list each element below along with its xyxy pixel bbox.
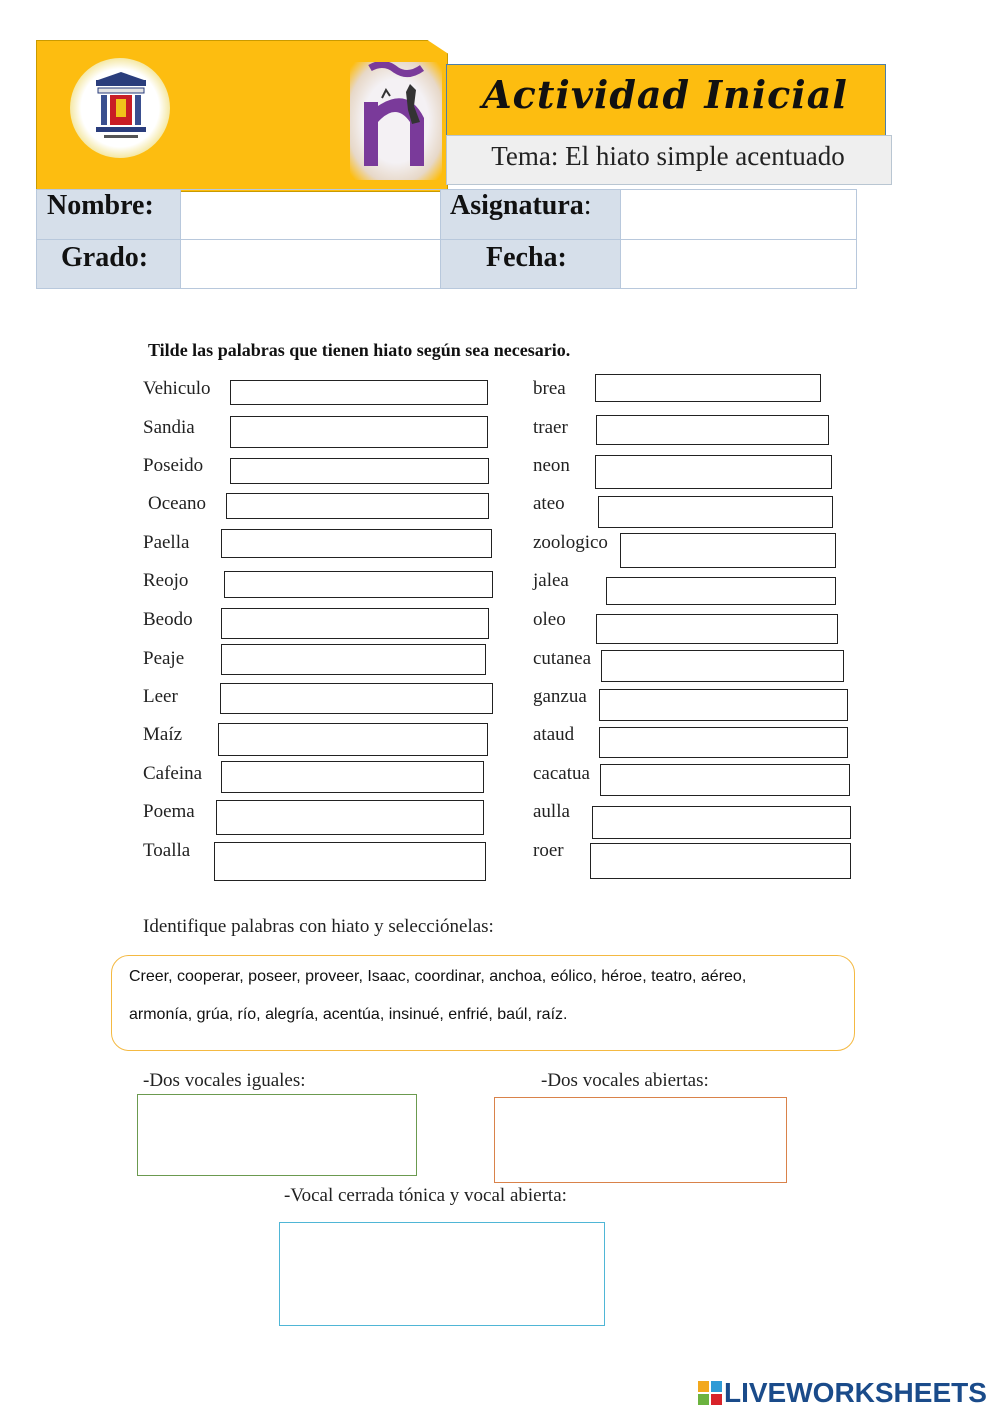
- word-left: Peaje: [143, 648, 185, 669]
- word-right: cutanea: [533, 648, 592, 669]
- cat-cerrada-label: -Vocal cerrada tónica y vocal abierta:: [284, 1185, 567, 1206]
- asignatura-label: Asignatura: [450, 190, 584, 221]
- word-left: Poseido: [143, 455, 204, 476]
- fecha-label: Fecha:: [486, 242, 567, 273]
- word-right: brea: [533, 378, 566, 399]
- answer-box-right[interactable]: [600, 764, 850, 796]
- answer-box-left[interactable]: [221, 529, 492, 558]
- answer-box-right[interactable]: [595, 455, 832, 489]
- answer-box-right[interactable]: [595, 374, 821, 402]
- grado-field[interactable]: [180, 239, 441, 289]
- word-right: jalea: [533, 570, 569, 591]
- fecha-label-cell: [440, 239, 621, 289]
- footer-brand[interactable]: LIVEWORKSHEETS: [724, 1377, 987, 1408]
- word-right: ataud: [533, 724, 575, 745]
- exercise1-instruction: Tilde las palabras que tienen hiato según sea necesario.: [148, 340, 571, 360]
- page-title: Actividad Inicial: [482, 72, 848, 117]
- cat-abiertas-label: -Dos vocales abiertas:: [541, 1070, 709, 1091]
- word-left: Paella: [143, 532, 190, 553]
- cat-iguales-label: -Dos vocales iguales:: [143, 1070, 306, 1091]
- word-left: Poema: [143, 801, 195, 822]
- fecha-field[interactable]: [620, 239, 857, 289]
- word-bank-line-2[interactable]: armonía, grúa, río, alegría, acentúa, insinué, enfrié, baúl, raíz.: [129, 1006, 568, 1023]
- answer-box-left[interactable]: [230, 416, 488, 448]
- word-left: Sandia: [143, 417, 195, 438]
- word-left: Cafeina: [143, 763, 203, 784]
- answer-box-left[interactable]: [218, 723, 488, 756]
- word-right: zoologico: [533, 532, 608, 553]
- school-building-icon: [88, 72, 154, 144]
- answer-box-right[interactable]: [598, 496, 833, 528]
- word-left: Maíz: [143, 724, 183, 745]
- word-right: cacatua: [533, 763, 590, 784]
- word-right: neon: [533, 455, 570, 476]
- nombre-label: Nombre:: [47, 190, 154, 221]
- answer-box-right[interactable]: [606, 577, 836, 605]
- answer-box-right[interactable]: [601, 650, 844, 682]
- answer-box-left[interactable]: [221, 644, 486, 675]
- word-left: Vehiculo: [143, 378, 211, 399]
- grado-label-cell: [36, 239, 181, 289]
- word-right: ganzua: [533, 686, 587, 707]
- asignatura-colon: :: [583, 190, 592, 221]
- nombre-field[interactable]: [180, 189, 441, 240]
- answer-box-left[interactable]: [216, 800, 484, 835]
- word-left: Oceano: [148, 493, 207, 514]
- word-right: ateo: [533, 493, 565, 514]
- enye-quixote-icon: [350, 62, 442, 180]
- grado-label: Grado:: [61, 242, 149, 273]
- word-right: traer: [533, 417, 568, 438]
- answer-box-left[interactable]: [221, 761, 484, 793]
- word-left: Beodo: [143, 609, 193, 630]
- answer-box-left[interactable]: [224, 571, 493, 598]
- asignatura-field[interactable]: [620, 189, 857, 240]
- word-right: oleo: [533, 609, 566, 630]
- word-left: Toalla: [143, 840, 191, 861]
- drop-box-cerrada[interactable]: [279, 1222, 605, 1326]
- word-right: aulla: [533, 801, 570, 822]
- word-left: Leer: [143, 686, 178, 707]
- answer-box-left[interactable]: [226, 493, 489, 519]
- answer-box-left[interactable]: [221, 608, 489, 639]
- word-right: roer: [533, 840, 564, 861]
- exercise2-instruction: Identifique palabras con hiato y selecciónelas:: [143, 916, 494, 937]
- word-bank-line-1[interactable]: Creer, cooperar, poseer, proveer, Isaac, coordinar, anchoa, eólico, héroe, teatro, aéreo,: [129, 968, 747, 985]
- answer-box-left[interactable]: [230, 380, 488, 405]
- answer-box-left[interactable]: [214, 842, 486, 881]
- answer-box-left[interactable]: [220, 683, 493, 714]
- answer-box-right[interactable]: [599, 689, 848, 721]
- answer-box-left[interactable]: [230, 458, 489, 484]
- answer-box-right[interactable]: [599, 727, 848, 758]
- enye-glyph-icon: [350, 62, 442, 180]
- asignatura-label-cell: [440, 189, 621, 240]
- answer-box-right[interactable]: [596, 415, 829, 445]
- tema-text: Tema: El hiato simple acentuado: [491, 141, 845, 171]
- asignatura-label-wrap: [450, 190, 592, 222]
- liveworksheets-logo-icon: [698, 1381, 722, 1405]
- answer-box-right[interactable]: [590, 843, 851, 879]
- drop-box-abiertas[interactable]: [494, 1097, 787, 1183]
- answer-box-right[interactable]: [620, 533, 836, 568]
- word-left: Reojo: [143, 570, 189, 591]
- answer-box-right[interactable]: [596, 614, 838, 644]
- answer-box-right[interactable]: [592, 806, 851, 839]
- drop-box-iguales[interactable]: [137, 1094, 417, 1176]
- nombre-label-cell: [36, 189, 181, 240]
